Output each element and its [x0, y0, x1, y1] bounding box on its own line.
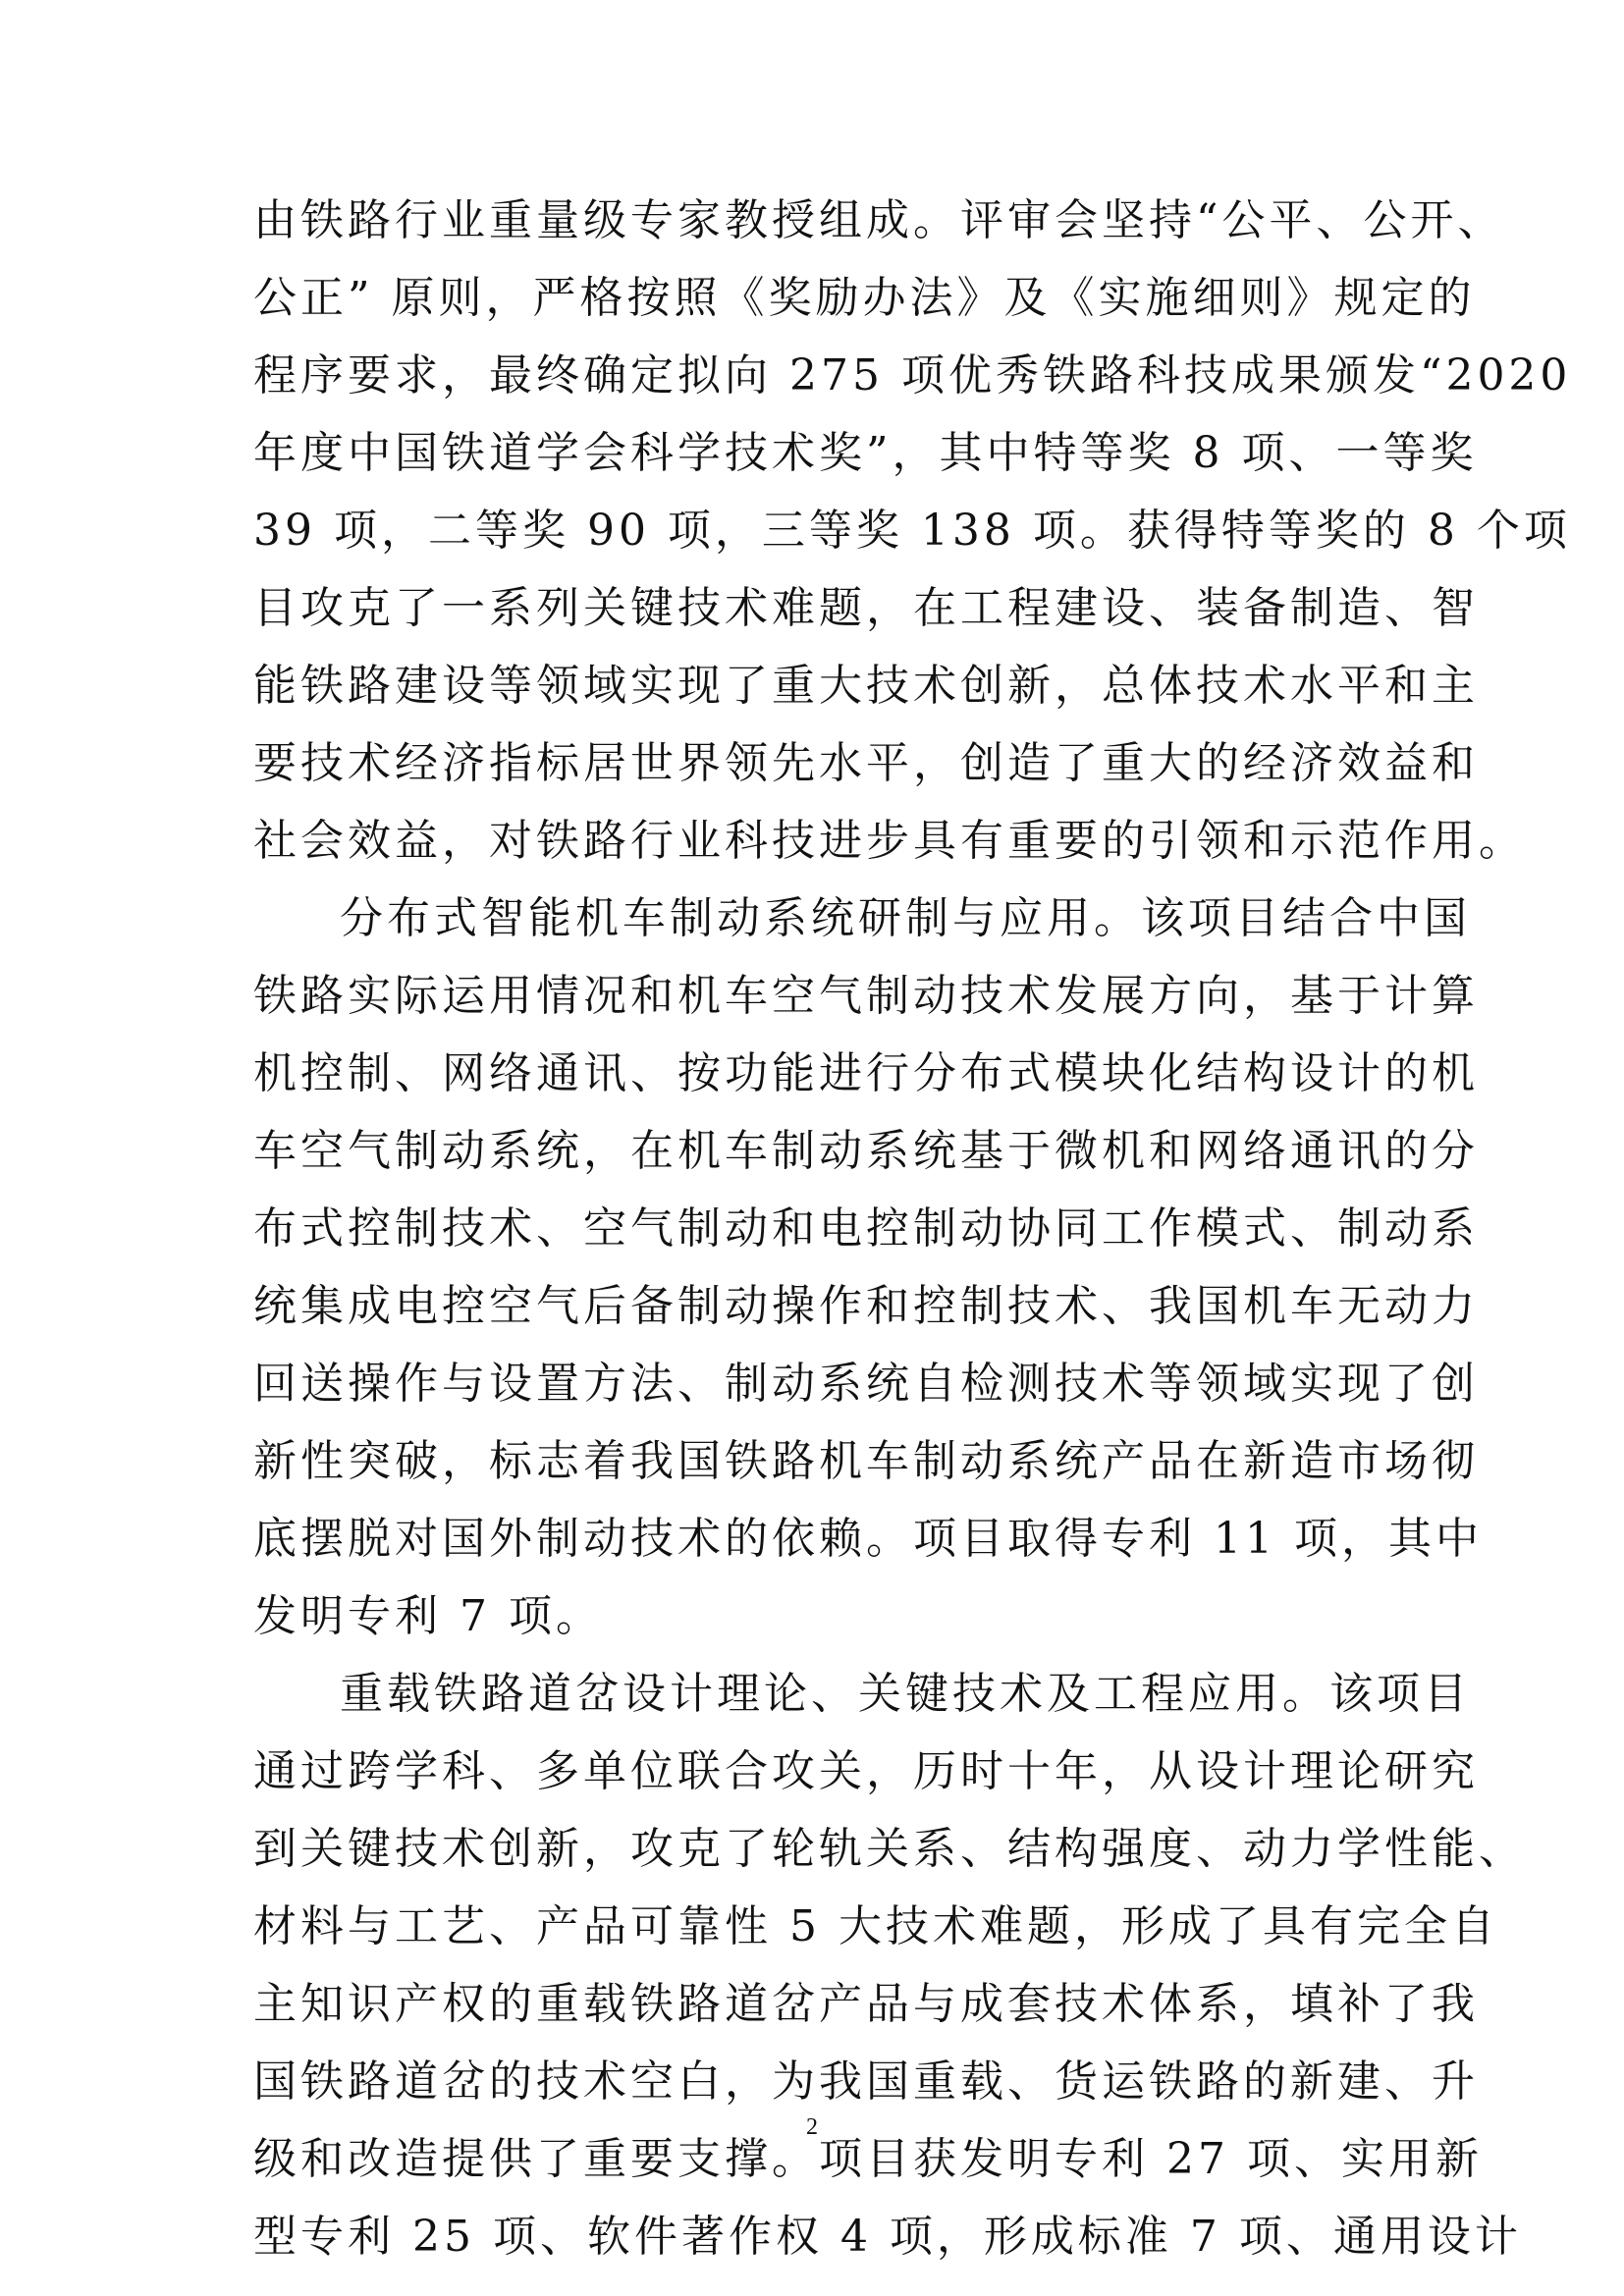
paragraph-first-line: 重载铁路道岔设计理论、关键技术及工程应用。该项目	[340, 1669, 1471, 1719]
text-line: 级和改造提供了重要支撑。项目获发明专利 27 项、实用新	[253, 2134, 1483, 2184]
text-line: 国铁路道岔的技术空白，为我国重载、货运铁路的新建、升	[253, 2056, 1479, 2107]
paragraph-first-line: 分布式智能机车制动系统研制与应用。该项目结合中国	[340, 893, 1471, 943]
text-line: 车空气制动系统，在机车制动系统基于微机和网络通讯的分	[253, 1126, 1479, 1176]
text-line: 年度中国铁道学会科学技术奖”，其中特等奖 8 项、一等奖	[253, 428, 1478, 478]
text-line: 到关键技术创新，攻克了轮轨关系、结构强度、动力学性能、	[253, 1824, 1526, 1874]
text-line: 底摆脱对国外制动技术的依赖。项目取得专利 11 项，其中	[253, 1514, 1483, 1564]
text-line: 布式控制技术、空气制动和电控制动协同工作模式、制动系	[253, 1203, 1479, 1254]
text-line: 发明专利 7 项。	[253, 1591, 603, 1641]
text-line: 统集成电控空气后备制动操作和控制技术、我国机车无动力	[253, 1281, 1479, 1331]
text-line: 目攻克了一系列关键技术难题，在工程建设、装备制造、智	[253, 583, 1479, 633]
text-line: 型专利 25 项、软件著作权 4 项，形成标准 7 项、通用设计	[253, 2212, 1522, 2262]
text-line: 39 项，二等奖 90 项，三等奖 138 项。获得特等奖的 8 个项	[253, 506, 1571, 556]
text-line: 社会效益，对铁路行业科技进步具有重要的引领和示范作用。	[253, 816, 1526, 866]
text-line: 回送操作与设置方法、制动系统自检测技术等领域实现了创	[253, 1359, 1479, 1409]
text-line: 能铁路建设等领域实现了重大技术创新，总体技术水平和主	[253, 661, 1479, 711]
text-line: 程序要求，最终确定拟向 275 项优秀铁路科技成果颁发“2020	[253, 350, 1572, 400]
page-number: 2	[806, 2114, 818, 2140]
text-line: 通过跨学科、多单位联合攻关，历时十年，从设计理论研究	[253, 1746, 1479, 1796]
text-line: 机控制、网络通讯、按功能进行分布式模块化结构设计的机	[253, 1048, 1479, 1098]
text-line: 材料与工艺、产品可靠性 5 大技术难题，形成了具有完全自	[253, 1901, 1498, 1951]
text-line: 要技术经济指标居世界领先水平，创造了重大的经济效益和	[253, 738, 1479, 788]
text-line: 公正” 原则，严格按照《奖励办法》及《实施细则》规定的	[253, 273, 1476, 323]
text-line: 主知识产权的重载铁路道岔产品与成套技术体系，填补了我	[253, 1979, 1479, 2029]
text-line: 新性突破，标志着我国铁路机车制动系统产品在新造市场彻	[253, 1436, 1479, 1486]
text-line: 由铁路行业重量级专家教授组成。评审会坚持“公平、公开、	[253, 195, 1505, 245]
text-line: 铁路实际运用情况和机车空气制动技术发展方向，基于计算	[253, 971, 1479, 1021]
